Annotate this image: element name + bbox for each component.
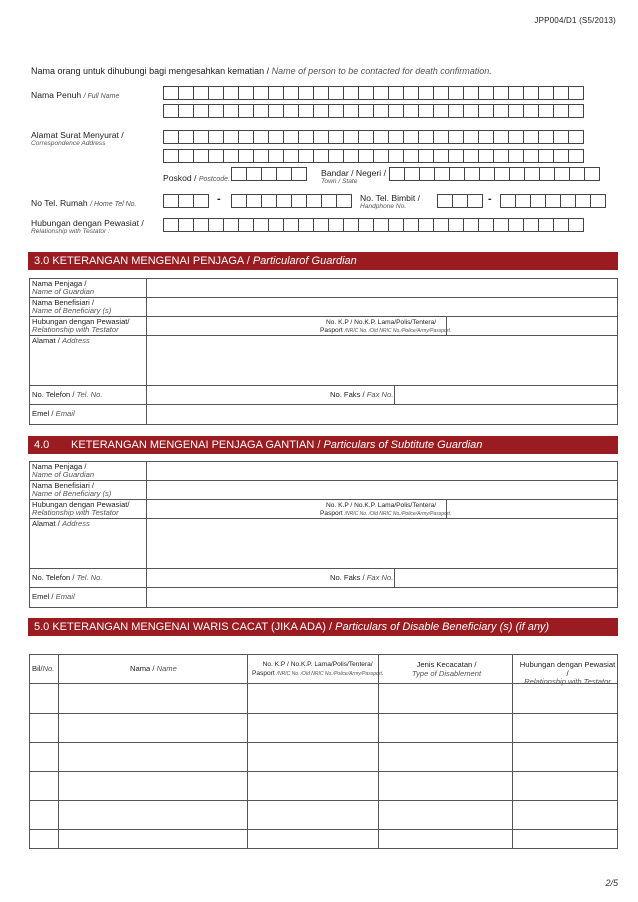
char-box[interactable] [493,149,509,163]
char-box[interactable] [223,86,239,100]
sub-guardian-tel-row [30,569,617,588]
relationship-boxes[interactable] [163,218,583,232]
char-box[interactable] [433,149,449,163]
char-box[interactable] [434,167,450,181]
char-box[interactable] [253,149,269,163]
char-box[interactable] [523,218,539,232]
char-box[interactable] [418,86,434,100]
col-relation-header: Hubungan dengan Pewasiat / Relationship with Testator [519,660,616,687]
guardian-address-row [30,336,617,386]
char-box[interactable] [223,218,239,232]
char-box[interactable] [313,86,329,100]
char-box[interactable] [448,130,464,144]
char-box[interactable] [560,194,576,208]
char-box[interactable] [163,86,179,100]
char-box[interactable] [448,218,464,232]
char-box[interactable] [403,218,419,232]
char-box[interactable] [467,194,483,208]
guardian-beneficiary-row [30,298,617,317]
char-box[interactable] [358,130,374,144]
char-box[interactable] [478,149,494,163]
char-box[interactable] [358,149,374,163]
char-box[interactable] [321,194,337,208]
char-box[interactable] [283,86,299,100]
char-box[interactable] [208,86,224,100]
char-box[interactable] [208,104,224,118]
sub-guardian-address-field[interactable] [146,519,617,568]
address-boxes-row2[interactable] [163,149,583,163]
col-divider-2 [247,655,248,848]
char-box[interactable] [193,130,209,144]
sub-guardian-beneficiary-label: Nama Benefisiari / Name of Beneficiary (s) [32,481,112,499]
sub-guardian-email-label: Emel / Email [32,592,75,601]
char-box[interactable] [231,194,247,208]
sub-guardian-fax-field[interactable] [394,569,617,587]
char-box[interactable] [509,167,525,181]
char-box[interactable] [313,149,329,163]
char-box[interactable] [291,194,307,208]
char-box[interactable] [223,104,239,118]
char-box[interactable] [545,194,561,208]
section-4-header: 4.0 KETERANGAN MENGENAI PENJAGA GANTIAN / Particulars of Subtitute Guardian [28,436,618,454]
sub-guardian-name-row [30,462,617,481]
char-box[interactable] [478,86,494,100]
char-box[interactable] [298,104,314,118]
char-box[interactable] [553,130,569,144]
char-box[interactable] [418,130,434,144]
guardian-ic-field[interactable] [446,317,617,335]
mobile-prefix-boxes[interactable] [437,194,482,208]
char-box[interactable] [389,167,405,181]
char-box[interactable] [358,218,374,232]
char-box[interactable] [494,167,510,181]
col-bil-header: Bil/No. [32,664,55,673]
char-box[interactable] [538,130,554,144]
char-box[interactable] [419,167,435,181]
char-box[interactable] [493,104,509,118]
char-box[interactable] [448,86,464,100]
char-box[interactable] [313,130,329,144]
char-box[interactable] [479,167,495,181]
char-box[interactable] [403,149,419,163]
char-box[interactable] [163,218,179,232]
char-box[interactable] [403,86,419,100]
char-box[interactable] [437,194,453,208]
char-box[interactable] [193,194,209,208]
char-box[interactable] [268,149,284,163]
char-box[interactable] [523,130,539,144]
char-box[interactable] [298,149,314,163]
char-box[interactable] [418,104,434,118]
postcode-boxes[interactable] [231,167,306,181]
full-name-label: Nama Penuh / Full Name [31,90,120,100]
char-box[interactable] [336,194,352,208]
guardian-fax-label: No. Faks / Fax No. [330,390,394,399]
col-disability-header: Jenis Kecacatan / Type of Disablement [412,660,482,678]
char-box[interactable] [538,104,554,118]
char-box[interactable] [515,194,531,208]
char-box[interactable] [268,104,284,118]
char-box[interactable] [568,130,584,144]
char-box[interactable] [313,104,329,118]
char-box[interactable] [178,194,194,208]
char-box[interactable] [463,130,479,144]
guardian-beneficiary-label: Nama Benefisiari / Name of Beneficiary (s) [32,298,112,316]
section-3-header: 3.0 KETERANGAN MENGENAI PENJAGA / Particularof Guardian [28,252,618,270]
char-box[interactable] [452,194,468,208]
home-tel-number-boxes[interactable] [231,194,351,208]
char-box[interactable] [208,130,224,144]
char-box[interactable] [253,218,269,232]
char-box[interactable] [261,167,277,181]
char-box[interactable] [553,149,569,163]
char-box[interactable] [523,149,539,163]
char-box[interactable] [313,218,329,232]
char-box[interactable] [463,218,479,232]
char-box[interactable] [403,130,419,144]
char-box[interactable] [478,130,494,144]
char-box[interactable] [193,104,209,118]
char-box[interactable] [418,218,434,232]
guardian-address-label: Alamat / Address [32,336,90,345]
char-box[interactable] [553,218,569,232]
char-box[interactable] [163,194,179,208]
char-box[interactable] [493,86,509,100]
sub-guardian-ic-field[interactable] [446,500,617,518]
guardian-name-field[interactable] [146,279,617,297]
char-box[interactable] [554,167,570,181]
char-box[interactable] [373,149,389,163]
char-box[interactable] [163,149,179,163]
substitute-guardian-table [29,461,618,608]
char-box[interactable] [373,86,389,100]
char-box[interactable] [433,104,449,118]
char-box[interactable] [328,104,344,118]
guardian-relation-label: Hubungan dengan Pewasiat/ Relationship with Testator [32,317,130,335]
char-box[interactable] [568,86,584,100]
char-box[interactable] [388,130,404,144]
char-box[interactable] [298,218,314,232]
char-box[interactable] [163,130,179,144]
col-divider-3 [378,655,379,848]
form-reference-code: JPP004/D1 (S5/2013) [534,16,616,25]
char-box[interactable] [238,149,254,163]
mobile-label: No. Tel. Bimbit / Handphone No. [360,193,421,210]
char-box[interactable] [404,167,420,181]
home-tel-area-boxes[interactable] [163,194,208,208]
char-box[interactable] [418,149,434,163]
guardian-email-label: Emel / Email [32,409,75,418]
char-box[interactable] [276,167,292,181]
char-box[interactable] [253,104,269,118]
char-box[interactable] [261,194,277,208]
char-box[interactable] [388,218,404,232]
char-box[interactable] [343,130,359,144]
char-box[interactable] [163,104,179,118]
char-box[interactable] [508,130,524,144]
char-box[interactable] [283,104,299,118]
disabled-table-header [30,655,617,687]
guardian-email-field[interactable] [146,405,617,424]
char-box[interactable] [328,149,344,163]
sub-guardian-address-row [30,519,617,569]
char-box[interactable] [238,104,254,118]
char-box[interactable] [464,167,480,181]
char-box[interactable] [433,218,449,232]
char-box[interactable] [463,104,479,118]
row-divider-3 [30,771,617,772]
char-box[interactable] [478,104,494,118]
char-box[interactable] [283,218,299,232]
char-box[interactable] [463,86,479,100]
sub-guardian-address-label: Alamat / Address [32,519,90,528]
char-box[interactable] [478,218,494,232]
guardian-table [29,278,618,425]
sub-guardian-tel-field[interactable] [146,569,326,587]
char-box[interactable] [538,86,554,100]
char-box[interactable] [584,167,600,181]
char-box[interactable] [575,194,591,208]
col-name-header: Nama / Name [130,664,177,673]
contact-person-heading: Nama orang untuk dihubungi bagi mengesahkan kematian / Name of person to be contacted for death confirmation. [31,66,492,76]
char-box[interactable] [283,149,299,163]
char-box[interactable] [328,130,344,144]
char-box[interactable] [328,86,344,100]
char-box[interactable] [178,149,194,163]
char-box[interactable] [253,86,269,100]
char-box[interactable] [508,86,524,100]
char-box[interactable] [178,218,194,232]
section-5-header: 5.0 KETERANGAN MENGENAI WARIS CACAT (JIKA ADA) / Particulars of Disable Beneficiary (s) (if any) [28,618,618,636]
char-box[interactable] [193,86,209,100]
sub-guardian-name-label: Nama Penjaga / Name of Guardian [32,462,95,480]
char-box[interactable] [433,130,449,144]
char-box[interactable] [568,104,584,118]
char-box[interactable] [358,86,374,100]
guardian-name-label: Nama Penjaga / Name of Guardian [32,279,95,297]
char-box[interactable] [538,149,554,163]
char-box[interactable] [291,167,307,181]
row-divider-1 [30,713,617,714]
char-box[interactable] [343,104,359,118]
char-box[interactable] [223,149,239,163]
sub-guardian-email-row [30,588,617,607]
col-divider-4 [512,655,513,848]
char-box[interactable] [246,167,262,181]
col-divider-1 [58,655,59,848]
relationship-label: Hubungan dengan Pewasiat / Relationship with Testator : [31,218,144,235]
char-box[interactable] [238,218,254,232]
char-box[interactable] [373,104,389,118]
char-box[interactable] [388,149,404,163]
char-box[interactable] [283,130,299,144]
row-divider-4 [30,800,617,801]
char-box[interactable] [253,130,269,144]
sub-guardian-beneficiary-row [30,481,617,500]
char-box[interactable] [569,167,585,181]
char-box[interactable] [238,130,254,144]
char-box[interactable] [403,104,419,118]
char-box[interactable] [178,130,194,144]
mobile-dash: - [488,193,492,205]
char-box[interactable] [590,194,606,208]
char-box[interactable] [449,167,465,181]
sub-guardian-relation-row [30,500,617,519]
postcode-label: Poskod / Postcode. [163,173,230,183]
disabled-beneficiary-table [29,654,618,849]
row-divider-2 [30,742,617,743]
guardian-tel-label: No. Telefon / Tel. No. [32,390,103,399]
char-box[interactable] [568,149,584,163]
sub-guardian-ic-label: No. K.P / No.K.P. Lama/Polis/Tentera/ Pasport /NRIC No. /Old NRIC No./Police/Army/Passport. [320,502,452,517]
town-state-boxes[interactable] [389,167,599,181]
char-box[interactable] [358,104,374,118]
char-box[interactable] [306,194,322,208]
char-box[interactable] [493,130,509,144]
char-box[interactable] [448,149,464,163]
char-box[interactable] [178,104,194,118]
sub-guardian-relation-label: Hubungan dengan Pewasiat/ Relationship with Testator [32,500,130,518]
char-box[interactable] [539,167,555,181]
col-ic-header: No. K.P / No.K.P. Lama/Polis/Tentera/ Pasport /NRIC No. /Old NRIC No./Police/Army/Passport. [252,661,384,677]
char-box[interactable] [523,104,539,118]
char-box[interactable] [238,86,254,100]
address-label: Alamat Surat Menyurat / Correspondence Address [31,130,124,147]
guardian-email-row [30,405,617,424]
char-box[interactable] [373,130,389,144]
address-boxes-row1[interactable] [163,130,583,144]
char-box[interactable] [276,194,292,208]
char-box[interactable] [500,194,516,208]
char-box[interactable] [508,149,524,163]
char-box[interactable] [463,149,479,163]
char-box[interactable] [388,104,404,118]
sub-guardian-tel-label: No. Telefon / Tel. No. [32,573,103,582]
char-box[interactable] [433,86,449,100]
char-box[interactable] [448,104,464,118]
guardian-relation-row [30,317,617,336]
char-box[interactable] [178,86,194,100]
char-box[interactable] [538,218,554,232]
char-box[interactable] [553,86,569,100]
char-box[interactable] [193,149,209,163]
char-box[interactable] [246,194,262,208]
guardian-tel-field[interactable] [146,386,326,404]
home-tel-dash: - [217,193,221,205]
char-box[interactable] [193,218,209,232]
char-box[interactable] [508,218,524,232]
char-box[interactable] [493,218,509,232]
char-box[interactable] [231,167,247,181]
char-box[interactable] [223,130,239,144]
town-state-label: Bandar / Negeri / Town / State [321,168,386,185]
char-box[interactable] [568,218,584,232]
char-box[interactable] [508,104,524,118]
char-box[interactable] [553,104,569,118]
mobile-number-boxes[interactable] [500,194,605,208]
char-box[interactable] [298,130,314,144]
guardian-name-row [30,279,617,298]
sub-guardian-name-field[interactable] [146,462,617,480]
home-tel-label: No Tel. Rumah / Home Tel No. [31,198,137,208]
guardian-fax-field[interactable] [394,386,617,404]
full-name-boxes-row2[interactable] [163,104,583,118]
char-box[interactable] [530,194,546,208]
guardian-beneficiary-field[interactable] [146,298,617,316]
char-box[interactable] [523,86,539,100]
guardian-ic-label: No. K.P / No.K.P. Lama/Polis/Tentera/ Pasport /NRIC No. /Old NRIC No./Police/Army/Passport. [320,319,452,334]
char-box[interactable] [208,218,224,232]
sub-guardian-email-field[interactable] [146,588,617,607]
char-box[interactable] [298,86,314,100]
char-box[interactable] [343,149,359,163]
guardian-address-field[interactable] [146,336,617,385]
char-box[interactable] [268,130,284,144]
page-number: 2/5 [605,878,618,888]
sub-guardian-beneficiary-field[interactable] [146,481,617,499]
char-box[interactable] [373,218,389,232]
char-box[interactable] [524,167,540,181]
char-box[interactable] [208,149,224,163]
char-box[interactable] [328,218,344,232]
sub-guardian-fax-label: No. Faks / Fax No. [330,573,394,582]
char-box[interactable] [268,218,284,232]
char-box[interactable] [343,86,359,100]
char-box[interactable] [268,86,284,100]
row-divider-5 [30,829,617,830]
char-box[interactable] [388,86,404,100]
full-name-boxes-row1[interactable] [163,86,583,100]
char-box[interactable] [343,218,359,232]
guardian-tel-row [30,386,617,405]
